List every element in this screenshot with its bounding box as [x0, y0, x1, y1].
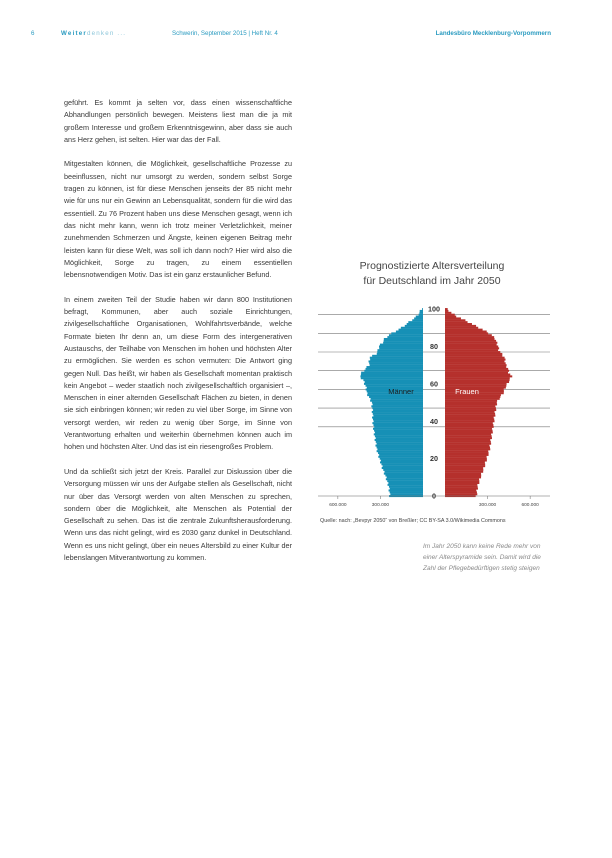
female-bar [445, 351, 500, 353]
male-bar [385, 474, 423, 476]
female-bar [445, 362, 506, 364]
x-tick-label: 300.000 [478, 503, 497, 508]
chart-title [318, 259, 546, 289]
paragraph: geführt. Es kommt ja selten vor, dass einen wissenschaftliche Abhandlungen persönlich bewegen. Meistens liest man die ja mit großem Interesse und großem Erkenntnisgewinn, aber dass sie auch ans Herz gehen, ist selten. Hier war das der Fall. [64, 98, 292, 144]
female-bar [445, 435, 492, 437]
male-bar [387, 480, 423, 482]
female-bar [445, 375, 512, 377]
male-bar [407, 323, 423, 325]
female-bar [445, 310, 448, 312]
x-tick-label: 600.000 [329, 503, 347, 508]
female-bar [445, 422, 493, 424]
male-bar [388, 482, 423, 484]
female-bar [445, 353, 502, 355]
female-bar [445, 366, 506, 368]
female-bar [445, 474, 481, 476]
female-bar [445, 428, 492, 430]
female-bar [445, 398, 500, 400]
male-bar [376, 441, 423, 443]
male-bar [375, 439, 423, 441]
female-bar [445, 461, 485, 463]
male-bar [390, 488, 423, 490]
female-bar [445, 407, 496, 409]
male-bar [372, 355, 423, 357]
female-bar [445, 368, 508, 370]
female-bar [445, 409, 496, 411]
female-bar [445, 323, 472, 325]
female-bar [445, 441, 491, 443]
female-bar [445, 331, 487, 333]
male-bar [391, 332, 423, 334]
male-bar [361, 372, 423, 374]
female-bar [445, 448, 490, 450]
office-name: Landesbüro Mecklenburg-Vorpommern [435, 30, 551, 37]
female-bar [445, 454, 489, 456]
female-bar [445, 430, 493, 432]
age-tick-label: 40 [430, 416, 438, 426]
male-bar [372, 411, 423, 413]
male-bar [374, 426, 423, 428]
female-bar [445, 332, 488, 334]
male-bar [399, 329, 423, 331]
male-bar [389, 489, 423, 491]
female-bar [445, 308, 448, 310]
male-bar [369, 362, 423, 364]
male-bar [377, 351, 423, 353]
male-bar [373, 418, 423, 420]
male-bar [419, 314, 423, 316]
female-bar [445, 342, 497, 344]
male-bar [369, 360, 423, 362]
male-bar [370, 357, 423, 359]
male-bar [390, 491, 423, 493]
female-bar [445, 396, 500, 398]
female-bar [445, 415, 495, 417]
female-bar [445, 417, 494, 419]
x-tick-label: 300.000 [371, 503, 390, 508]
male-bar [373, 409, 423, 411]
female-bar [445, 445, 489, 447]
female-bar [445, 482, 479, 484]
female-bar [445, 364, 507, 366]
x-tick-label: 600.000 [521, 503, 539, 508]
male-bar [365, 381, 423, 383]
male-bar [374, 433, 423, 435]
male-bar [405, 325, 423, 327]
female-bar [445, 360, 504, 362]
female-bar [445, 489, 476, 491]
population-pyramid-chart [318, 304, 550, 514]
male-bar [377, 353, 423, 355]
male-bar [379, 347, 423, 349]
male-bar [377, 443, 423, 445]
male-bar [388, 484, 423, 486]
female-bar [445, 418, 494, 420]
female-bar [445, 431, 493, 433]
male-bar [384, 338, 423, 340]
male-bar [363, 379, 423, 381]
male-bar [383, 342, 423, 344]
female-bar [445, 458, 487, 460]
female-bar [445, 403, 497, 405]
chart-title-line-2: für Deutschland im Jahr 2050 [363, 275, 501, 287]
female-bar [445, 312, 451, 314]
female-bar [445, 469, 483, 471]
male-bar [377, 349, 423, 351]
male-bar [366, 368, 423, 370]
female-bar [445, 325, 476, 327]
male-bar [381, 460, 423, 462]
male-bar [384, 340, 423, 342]
age-tick-label: 0 [432, 491, 436, 501]
age-tick-label: 20 [430, 454, 438, 464]
male-bar [387, 476, 423, 478]
male-bar [370, 400, 423, 402]
brand-bold: Weiter [61, 30, 87, 37]
male-bar [401, 327, 423, 329]
female-bar [445, 486, 478, 488]
male-bar [378, 456, 423, 458]
male-bar [381, 463, 423, 465]
female-bar [445, 334, 492, 336]
male-bar [364, 383, 423, 385]
female-bar [445, 471, 483, 473]
age-tick-label: 80 [430, 342, 438, 351]
male-bar [373, 428, 423, 430]
female-bar [445, 460, 487, 462]
male-bar [372, 422, 423, 424]
female-bar [445, 452, 489, 454]
female-bar [445, 463, 485, 465]
female-bar [445, 480, 479, 482]
male-bar [389, 334, 423, 336]
female-bar [445, 446, 490, 448]
male-bar [373, 403, 423, 405]
chart-title-line-1: Prognostizierte Altersverteilung [359, 260, 505, 272]
female-bar [445, 379, 510, 381]
publication-brand [61, 30, 126, 37]
female-bar [445, 400, 497, 402]
article-text [64, 97, 292, 577]
male-bar [416, 316, 423, 318]
male-bar [374, 420, 423, 422]
female-bar [445, 456, 487, 458]
female-bar [445, 405, 495, 407]
male-bar [420, 310, 423, 312]
male-bar [372, 402, 423, 404]
male-bar [377, 446, 423, 448]
male-bar [371, 405, 423, 407]
female-bar [445, 357, 505, 359]
male-bar [366, 366, 423, 368]
male-bar [370, 364, 423, 366]
female-bar [445, 377, 510, 379]
male-bar [372, 417, 423, 419]
female-bar [445, 381, 509, 383]
female-bar [445, 493, 477, 495]
female-bar [445, 413, 495, 415]
female-bar [445, 344, 497, 346]
female-bar [445, 420, 495, 422]
male-bar [383, 465, 423, 467]
male-bar [380, 461, 423, 463]
male-bar [375, 445, 423, 447]
male-bar [385, 471, 423, 473]
female-bar [445, 484, 477, 486]
male-bar [378, 452, 423, 454]
female-bar [445, 433, 491, 435]
paragraph: Und da schließt sich jetzt der Kreis. Parallel zur Diskussion über die Versorgung müssen wir uns der Aufgabe stellen als Gesellschaft, nicht nur über das Versorgt werden von alten Menschen zu sprechen, sondern über die Möglichkeit, alte Menschen als Potential der Gesellschaft zu sehen. Das ist die zentrale Zukunftsherausforderung. Wenn uns das nicht gelingt, wird es 2030 ganz dunkel in Deutschland. Wenn es uns nicht gelingt, über ein neues Altersbild zu einer Kultur der lebenslangen Mitverantwortung zu kommen. [64, 466, 292, 562]
figure-caption: Im Jahr 2050 kann keine Rede mehr von einer Alterspyramide sein. Damit wird die Zahl der Pflegebedürftigen stetig steigen [423, 543, 541, 572]
page-header [31, 30, 551, 42]
female-bar [445, 491, 477, 493]
male-bar [379, 454, 423, 456]
female-bar [445, 316, 456, 318]
male-bar [360, 375, 423, 377]
paragraph: Mitgestalten können, die Möglichkeit, gesellschaftliche Prozesse zu beeinflussen, nicht nur umsorgt zu werden, sondern selbst Sorge tragen zu können, ist für diese Menschen jenseits der 85 nicht mehr wie für uns nur ein Gewinn an Lebensqualität, sondern für die wird das essentiell. Zu 76 Prozent haben uns diese Menschen gesagt, wenn ich das nicht mehr kann, wenn ich trotz meiner Verletzlichkeit, meiner zunehmenden Schmerzen und Ängste, keinen eigenen Beitrag mehr leisten kann für diese Welt, was soll ich dann noch? Hier wird also die Möglichkeit, Sorge zu tragen, zu einem essentiellen lebensnotwendigen Motiv. Das ist ein ganz erstaunlicher Befund. [64, 159, 292, 280]
female-bar [445, 478, 479, 480]
male-bar [386, 478, 423, 480]
female-bar [445, 338, 495, 340]
male-bar [361, 377, 423, 379]
female-bar [445, 349, 498, 351]
female-bar [445, 439, 490, 441]
female-bar [445, 443, 491, 445]
male-bar [396, 331, 423, 333]
female-bar [445, 336, 494, 338]
male-bar [379, 345, 423, 347]
female-bar [445, 426, 494, 428]
male-bar [419, 312, 423, 314]
male-bar [408, 321, 423, 323]
female-bar [445, 345, 498, 347]
male-bar [382, 467, 423, 469]
age-tick-label: 100 [428, 304, 440, 314]
female-bar [445, 314, 455, 316]
male-bar [364, 370, 423, 372]
female-bar [445, 465, 485, 467]
female-bar [445, 424, 493, 426]
female-bar [445, 355, 502, 357]
female-bar [445, 467, 483, 469]
issue-info: Schwerin, September 2015 | Heft Nr. 4 [172, 30, 278, 37]
male-bar [380, 344, 423, 346]
male-bar [361, 374, 423, 376]
male-bar [377, 450, 423, 452]
female-bar [445, 317, 461, 319]
male-bar [374, 430, 423, 432]
female-bar [445, 370, 509, 372]
male-bar [373, 424, 423, 426]
female-bar [445, 372, 508, 374]
female-bar [445, 319, 465, 321]
male-bar [373, 413, 423, 415]
female-bar [445, 340, 496, 342]
male-bar [371, 398, 423, 400]
male-bar [375, 435, 423, 437]
female-bar [445, 321, 468, 323]
female-bar [445, 329, 483, 331]
paragraph: In einem zweiten Teil der Studie haben wir dann 800 Institutionen befragt, Kommunen, aber auch soziale Einrichtungen, zivilgesellschaftliche Organisationen, Wohlfahrtsverbände, welche Formate bieten Ihr denn an, um diese Form des intergenerativen Austauschs, der Teilhabe von Menschen im hohen und höchsten Alter zu ermöglichen. Sie werden es schon vermuten: Die Antwort ging gegen Null. Das heißt, wir haben als Gesellschaft momentan praktisch kein Angebot – weder staatlich noch zivilgesellschaftlich organisiert –, Menschen in einer alternden Gesellschaft Flächen zu bieten, in denen sie sich einbringen können; wir reden zu viel über Sorge, im Sinne von versorgt werden, wir reden zu wenig über Sorge, im Sinne von Verantwortung erhalten und weiterhin übernehmen können auch im hohen und höchsten Alter. Und das ist ein riesengroßes Problem. [64, 294, 292, 452]
male-bar [414, 317, 423, 319]
male-bar [389, 486, 423, 488]
male-bar [383, 469, 423, 471]
male-bar [387, 336, 423, 338]
female-bar [445, 347, 499, 349]
male-bar [369, 396, 423, 398]
legend-male-label: Männer [388, 386, 414, 396]
age-tick-label: 60 [430, 379, 438, 389]
brand-light: denken ... [87, 30, 127, 37]
male-bar [375, 431, 423, 433]
figure-source: Quelle: nach: „Bevpyr 2050“ von Breßler; CC BY-SA 3.0/Wikimedia Commons [320, 518, 506, 524]
male-bar [384, 473, 423, 475]
female-bar [445, 473, 481, 475]
female-bar [445, 450, 488, 452]
male-bar [422, 308, 423, 310]
male-bar [390, 493, 423, 495]
female-bar [445, 488, 478, 490]
male-bar [380, 458, 423, 460]
female-bar [445, 437, 492, 439]
female-bar [445, 402, 497, 404]
male-bar [376, 437, 423, 439]
page-number: 6 [31, 30, 35, 37]
male-bar [370, 359, 423, 361]
female-bar [445, 359, 506, 361]
female-bar [445, 374, 510, 376]
male-bar [373, 415, 423, 417]
male-bar [377, 448, 423, 450]
female-bar [445, 411, 495, 413]
male-bar [372, 407, 423, 409]
male-bar [412, 319, 423, 321]
female-bar [445, 476, 481, 478]
female-bar [445, 383, 507, 385]
legend-female-label: Frauen [455, 386, 479, 396]
female-bar [445, 327, 478, 329]
